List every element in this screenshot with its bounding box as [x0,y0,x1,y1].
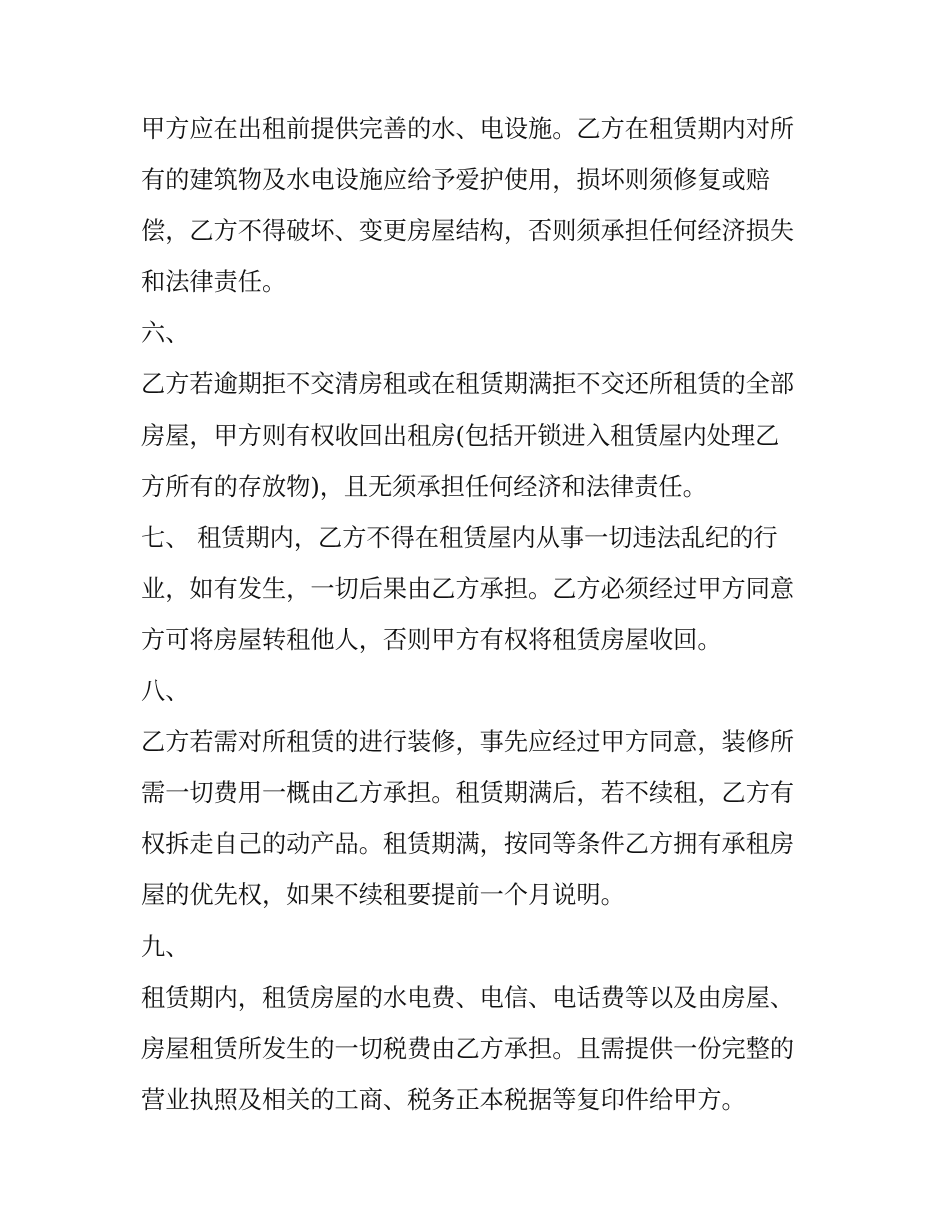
text-line: 房屋，甲方则有权收回出租房(包括开锁进入租赁屋内处理乙 [141,421,780,450]
section-heading: 六、 [141,319,190,348]
text-line: 房屋租赁所发生的一切税费由乙方承担。且需提供一份完整的 [141,1034,795,1063]
text-line: 乙方若逾期拒不交清房租或在租赁期满拒不交还所租赁的全部 [141,370,795,399]
text-line: 偿，乙方不得破坏、变更房屋结构，否则须承担任何经济损失 [141,217,795,246]
text-line: 有的建筑物及水电设施应给予爱护使用，损坏则须修复或赔 [141,166,770,195]
text-line: 方所有的存放物)，且无须承担任何经济和法律责任。 [141,472,707,501]
section-heading: 八、 [141,677,190,706]
text-line: 乙方若需对所租赁的进行装修，事先应经过甲方同意，装修所 [141,728,795,757]
text-line: 租赁期内，租赁房屋的水电费、电信、电话费等以及由房屋、 [141,983,795,1012]
text-line: 甲方应在出租前提供完善的水、电设施。乙方在租赁期内对所 [141,115,795,143]
text-line: 和法律责任。 [141,268,287,297]
text-line: 权拆走自己的动产品。租赁期满，按同等条件乙方拥有承租房 [141,830,795,859]
text-line: 方可将房屋转租他人，否则甲方有权将租赁房屋收回。 [141,625,722,654]
text-line: 屋的优先权，如果不续租要提前一个月说明。 [141,881,625,910]
document-body [141,104,821,1126]
text-line: 需一切费用一概由乙方承担。租赁期满后，若不续租，乙方有 [141,779,795,808]
text-line: 业，如有发生，一切后果由乙方承担。乙方必须经过甲方同意 [141,574,795,603]
text-line: 七、 租赁期内，乙方不得在租赁屋内从事一切违法乱纪的行 [141,523,778,552]
section-heading: 九、 [141,932,190,961]
text-line: 营业执照及相关的工商、税务正本税据等复印件给甲方。 [141,1085,746,1114]
